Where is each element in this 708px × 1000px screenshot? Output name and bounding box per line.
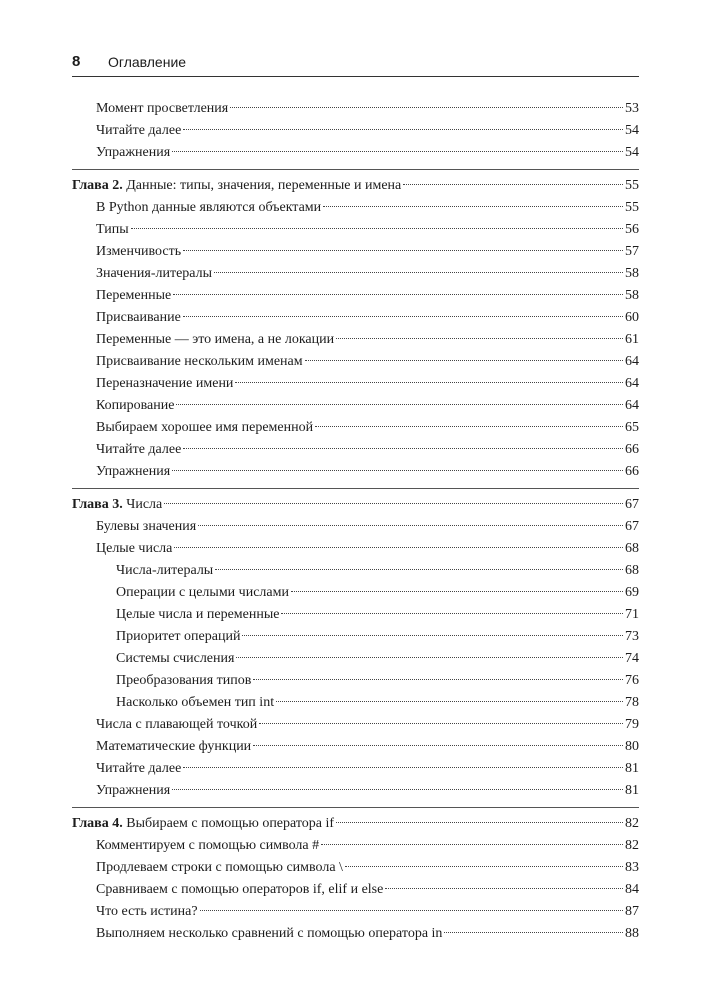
toc-entry	[72, 758, 639, 780]
dot-leader	[253, 679, 623, 680]
toc-entry	[72, 307, 639, 329]
toc-entry-title: Переменные — это имена, а не локации	[96, 332, 335, 347]
dot-leader	[345, 866, 623, 867]
dot-leader	[214, 272, 623, 273]
dot-leader	[183, 448, 623, 449]
dot-leader	[176, 404, 623, 405]
toc-page-number: 76	[625, 673, 639, 688]
dot-leader	[281, 613, 623, 614]
toc-entry	[72, 373, 639, 395]
toc-entry	[72, 285, 639, 307]
toc-section	[72, 488, 639, 802]
dot-leader	[230, 107, 623, 108]
toc-entry-title: Читайте далее	[96, 123, 182, 138]
dot-leader	[215, 569, 623, 570]
toc-entry	[72, 538, 639, 560]
dot-leader	[172, 789, 623, 790]
toc-chapter-entry	[72, 813, 639, 835]
toc-entry	[72, 780, 639, 802]
toc-entry-title: Операции с целыми числами	[116, 585, 289, 600]
dot-leader	[172, 470, 623, 471]
toc-entry-title: Читайте далее	[96, 761, 182, 776]
dot-leader	[259, 723, 623, 724]
toc-entry	[72, 736, 639, 758]
dot-leader	[323, 206, 623, 207]
chapter-title: Выбираем с помощью оператора if	[126, 816, 335, 831]
toc-entry	[72, 241, 639, 263]
dot-leader	[183, 316, 623, 317]
toc-entry-title: Насколько объемен тип int	[116, 695, 275, 710]
toc-entry-title: Присваивание	[96, 310, 181, 325]
toc-page-number: 68	[625, 563, 639, 578]
toc-entry	[72, 417, 639, 439]
toc-page-number: 55	[625, 200, 639, 215]
dot-leader	[236, 657, 623, 658]
toc-entry	[72, 604, 639, 626]
toc-page-number: 88	[625, 926, 639, 941]
toc-page-number: 74	[625, 651, 639, 666]
dot-leader	[131, 228, 623, 229]
toc-page-number: 69	[625, 585, 639, 600]
toc-entry	[72, 857, 639, 879]
dot-leader	[305, 360, 623, 361]
toc-entry-title	[72, 175, 401, 197]
dot-leader	[403, 184, 623, 185]
toc-entry-title: Переназначение имени	[96, 376, 234, 391]
toc-page-number: 78	[625, 695, 639, 710]
toc-entry-title: Булевы значения	[96, 519, 197, 534]
toc-entry-title: Комментируем с помощью символа #	[96, 838, 320, 853]
toc-entry-title: Выполняем несколько сравнений с помощью оператора in	[96, 926, 443, 941]
dot-leader	[173, 294, 623, 295]
toc-entry-title: Значения-литералы	[96, 266, 213, 281]
toc-section	[72, 807, 639, 945]
toc-entry	[72, 879, 639, 901]
toc-chapter-entry	[72, 175, 639, 197]
toc-section	[72, 169, 639, 483]
toc-page-number: 53	[625, 101, 639, 116]
chapter-title: Числа	[126, 497, 163, 512]
toc-page-number: 64	[625, 398, 639, 413]
toc-page-number: 54	[625, 123, 639, 138]
dot-leader	[336, 822, 623, 823]
chapter-number: Глава 4.	[72, 816, 123, 831]
toc-page-number: 58	[625, 266, 639, 281]
toc-page-number: 83	[625, 860, 639, 875]
toc-entry	[72, 197, 639, 219]
toc-page-number: 66	[625, 442, 639, 457]
toc-entry-title: Математические функции	[96, 739, 252, 754]
toc-page-number: 68	[625, 541, 639, 556]
toc-entry	[72, 98, 639, 120]
toc-entry-title: Преобразования типов	[116, 673, 252, 688]
toc-entry-title: Момент просветления	[96, 101, 229, 116]
toc-entry	[72, 923, 639, 945]
toc-entry-title: В Python данные являются объектами	[96, 200, 322, 215]
toc-entry	[72, 395, 639, 417]
toc-page-number: 64	[625, 354, 639, 369]
toc-entry-title: Что есть истина?	[96, 904, 198, 919]
toc-entry	[72, 714, 639, 736]
table-of-contents	[72, 98, 639, 945]
toc-page-number: 54	[625, 145, 639, 160]
toc-entry-title: Приоритет операций	[116, 629, 241, 644]
toc-entry	[72, 120, 639, 142]
toc-page-number: 66	[625, 464, 639, 479]
chapter-number: Глава 2.	[72, 178, 123, 193]
dot-leader	[235, 382, 623, 383]
toc-entry-title: Числа с плавающей точкой	[96, 717, 258, 732]
chapter-title: Данные: типы, значения, переменные и имена	[126, 178, 402, 193]
toc-entry	[72, 835, 639, 857]
toc-page-number: 82	[625, 838, 639, 853]
toc-entry-title	[72, 813, 334, 835]
toc-entry	[72, 692, 639, 714]
dot-leader	[291, 591, 623, 592]
dot-leader	[253, 745, 623, 746]
toc-entry	[72, 329, 639, 351]
dot-leader	[385, 888, 623, 889]
dot-leader	[174, 547, 623, 548]
toc-entry	[72, 648, 639, 670]
toc-page-number: 64	[625, 376, 639, 391]
toc-entry-title: Переменные	[96, 288, 172, 303]
toc-entry-title: Выбираем хорошее имя переменной	[96, 420, 314, 435]
dot-leader	[172, 151, 623, 152]
toc-entry	[72, 560, 639, 582]
toc-page-number: 61	[625, 332, 639, 347]
toc-entry-title: Целые числа	[96, 541, 173, 556]
toc-entry	[72, 626, 639, 648]
toc-entry	[72, 582, 639, 604]
toc-entry-title: Системы счисления	[116, 651, 235, 666]
toc-page-number: 73	[625, 629, 639, 644]
toc-entry	[72, 461, 639, 483]
toc-page-number: 79	[625, 717, 639, 732]
toc-entry	[72, 901, 639, 923]
dot-leader	[444, 932, 623, 933]
toc-entry	[72, 516, 639, 538]
toc-entry-title: Сравниваем с помощью операторов if, elif и else	[96, 882, 384, 897]
running-title: Оглавление	[108, 54, 187, 70]
toc-page-number: 81	[625, 783, 639, 798]
toc-entry-title: Упражнения	[96, 783, 171, 798]
toc-entry	[72, 670, 639, 692]
toc-entry	[72, 263, 639, 285]
toc-page-number: 82	[625, 816, 639, 831]
toc-section	[72, 98, 639, 164]
page-header	[72, 52, 639, 77]
toc-page-number: 87	[625, 904, 639, 919]
toc-page-number: 84	[625, 882, 639, 897]
dot-leader	[315, 426, 623, 427]
dot-leader	[198, 525, 623, 526]
toc-entry-title: Типы	[96, 222, 129, 237]
toc-page-number: 81	[625, 761, 639, 776]
chapter-number: Глава 3.	[72, 497, 123, 512]
dot-leader	[183, 250, 623, 251]
toc-entry	[72, 219, 639, 241]
dot-leader	[183, 767, 623, 768]
toc-entry	[72, 351, 639, 373]
toc-page-number: 58	[625, 288, 639, 303]
toc-entry-title: Читайте далее	[96, 442, 182, 457]
toc-page-number: 71	[625, 607, 639, 622]
toc-page-number: 56	[625, 222, 639, 237]
toc-entry-title: Присваивание нескольким именам	[96, 354, 303, 369]
toc-page-number: 67	[625, 497, 639, 512]
toc-entry	[72, 439, 639, 461]
dot-leader	[164, 503, 623, 504]
toc-page-number: 60	[625, 310, 639, 325]
dot-leader	[276, 701, 623, 702]
toc-chapter-entry	[72, 494, 639, 516]
toc-entry-title: Упражнения	[96, 464, 171, 479]
toc-page-number: 55	[625, 178, 639, 193]
toc-page-number: 80	[625, 739, 639, 754]
dot-leader	[321, 844, 623, 845]
dot-leader	[183, 129, 623, 130]
toc-entry-title	[72, 494, 162, 516]
toc-entry-title: Продлеваем строки с помощью символа \	[96, 860, 343, 875]
dot-leader	[242, 635, 623, 636]
dot-leader	[336, 338, 623, 339]
toc-entry-title: Копирование	[96, 398, 175, 413]
toc-entry-title: Числа-литералы	[116, 563, 214, 578]
toc-entry	[72, 142, 639, 164]
toc-entry-title: Целые числа и переменные	[116, 607, 280, 622]
page-number: 8	[72, 53, 81, 70]
toc-entry-title: Изменчивость	[96, 244, 182, 259]
toc-entry-title: Упражнения	[96, 145, 171, 160]
dot-leader	[200, 910, 623, 911]
toc-page-number: 57	[625, 244, 639, 259]
toc-page-number: 65	[625, 420, 639, 435]
toc-page-number: 67	[625, 519, 639, 534]
